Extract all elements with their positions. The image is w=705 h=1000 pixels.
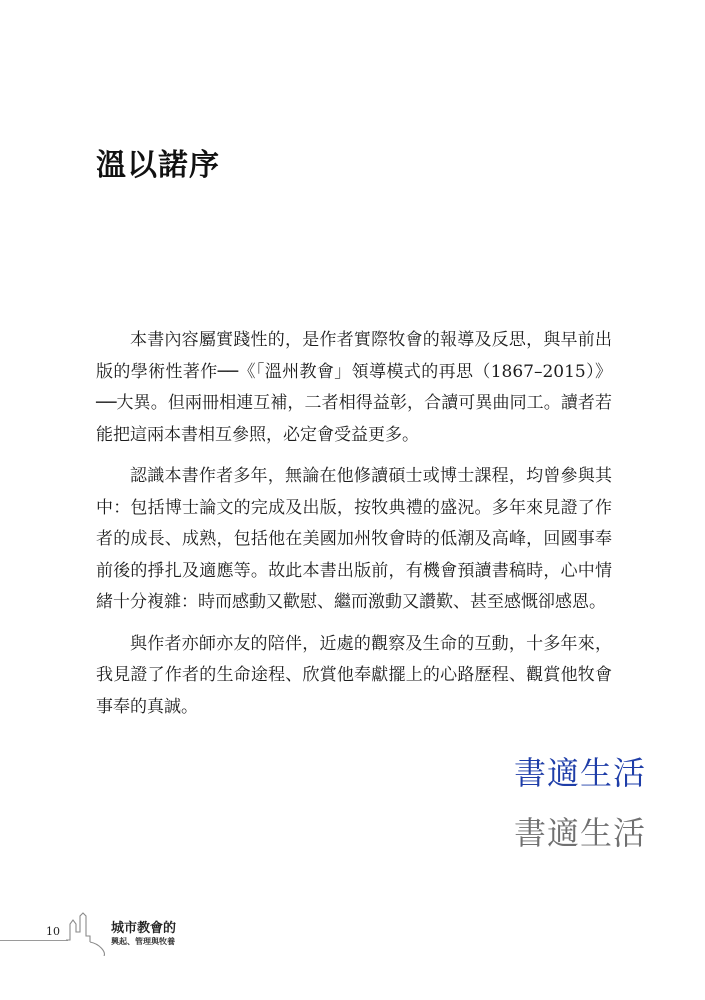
watermark-gray: 書適生活 bbox=[514, 814, 647, 852]
book-subtitle: 興起、管理與牧養 bbox=[111, 937, 175, 946]
city-skyline-icon bbox=[64, 912, 110, 956]
book-title: 城市教會的 bbox=[111, 921, 177, 936]
body-text bbox=[96, 325, 612, 733]
watermark-blue: 書適生活 bbox=[514, 754, 647, 792]
page-number: 10 bbox=[46, 925, 60, 938]
page-title: 溫以諾序 bbox=[96, 148, 220, 183]
paragraph-2: 認識本書作者多年，無論在他修讀碩士或博士課程，均曾參與其中：包括博士論文的完成及出版，按牧典禮的盛況。多年來見證了作者的成長、成熟，包括他在美國加州牧會時的低潮及高峰，回國事奉前後的掙扎及適應等。故此本書出版前，有機會預讀書稿時，心中情緒十分複雜：時而感動又歡慰、繼而激動又讚歎、甚至感慨卻感恩。 bbox=[96, 466, 612, 612]
paragraph-1: 本書內容屬實踐性的，是作者實際牧會的報導及反思，與早前出版的學術性著作──《「溫州教會」領導模式的再思（1867–2015）》──大異。但兩冊相連互補，二者相得益彰，合讀可異曲同工。讀者若能把這兩本書相互參照，必定會受益更多。 bbox=[96, 330, 612, 445]
footer-rule bbox=[0, 940, 68, 941]
paragraph-3: 與作者亦師亦友的陪伴，近處的觀察及生命的互動，十多年來，我見證了作者的生命途程、欣賞他奉獻擺上的心路歷程、觀賞他牧會事奉的真誠。 bbox=[96, 633, 612, 717]
